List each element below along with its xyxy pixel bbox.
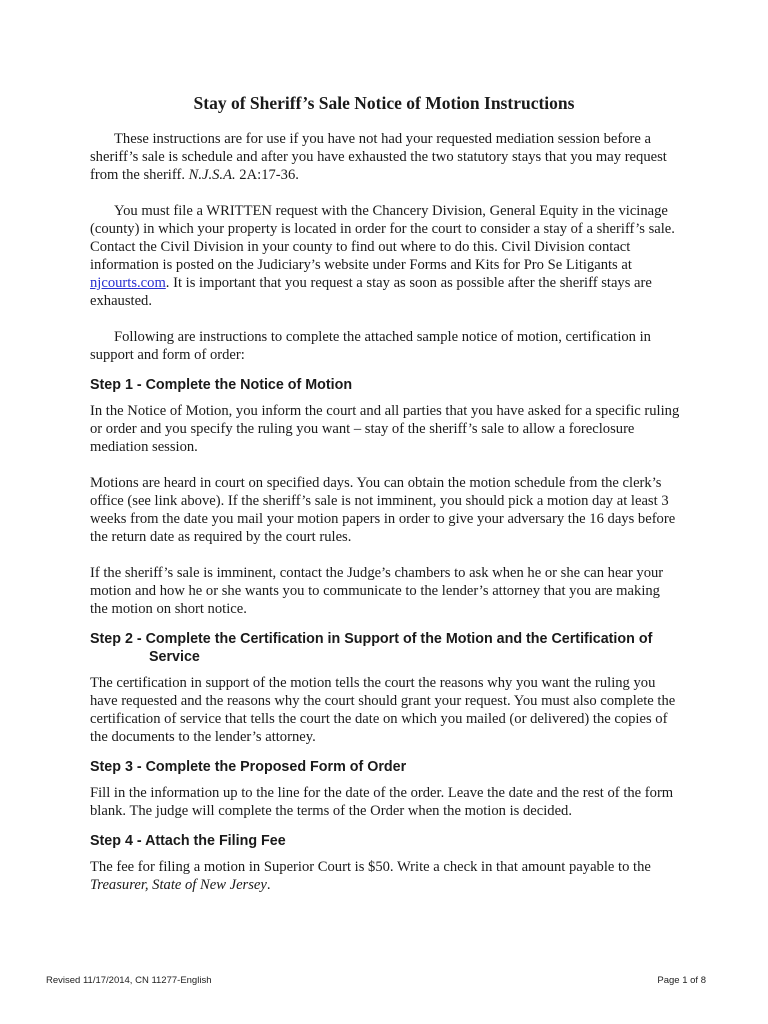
- step2-paragraph-1: The certification in support of the motion tells the court the reasons why you want the ruling you have requested and the reasons why the court should grant your request. You must also complete the certification of service that tells the court the date on which you mailed (or delivered) the copies of the documents to the lender’s attorney.: [90, 675, 676, 745]
- following-paragraph: Following are instructions to complete the attached sample notice of motion, certification in support and form of order:: [90, 329, 651, 363]
- njcourts-link[interactable]: njcourts.com: [90, 275, 166, 291]
- step2-heading: Step 2 - Complete the Certification in Support of the Motion and the Certification of Service: [90, 631, 653, 665]
- written-request-text-end: . It is important that you request a stay as soon as possible after the sheriff stays are exhausted.: [90, 275, 652, 309]
- payee-name: Treasurer, State of New Jersey: [90, 877, 267, 893]
- intro-paragraph: [90, 130, 680, 184]
- page-title: Stay of Sheriff’s Sale Notice of Motion Instructions: [193, 93, 575, 113]
- document-body: [90, 130, 680, 912]
- step1-paragraph-3: If the sheriff’s sale is imminent, contact the Judge’s chambers to ask when he or she can hear your motion and how he or she wants you to communicate to the lender’s attorney that you are making the motion on short notice.: [90, 565, 664, 617]
- step1-paragraph-2: Motions are heard in court on specified days. You can obtain the motion schedule from the clerk’s office (see link above). If the sheriff’s sale is not imminent, you should pick a motion day at least 3 weeks from the date you mail your motion papers in order to give your adversary the 16 days before the return date as required by the court rules.: [90, 475, 676, 545]
- statute-number: 2A:17-36.: [235, 167, 299, 183]
- step1-paragraph-1: In the Notice of Motion, you inform the court and all parties that you have asked for a specific ruling or order and you specify the ruling you want – stay of the sheriff’s sale to allow a foreclosure mediation session.: [90, 403, 680, 455]
- step4-end: .: [266, 877, 271, 893]
- intro-text: These instructions are for use if you have not had your requested mediation session before a sheriff’s sale is schedule and after you have exhausted the two statutory stays that you may request from the sheriff.: [90, 131, 667, 183]
- step3-heading: Step 3 - Complete the Proposed Form of Order: [90, 759, 407, 775]
- step3-paragraph-1: Fill in the information up to the line for the date of the order. Leave the date and the rest of the form blank. The judge will complete the terms of the Order when the motion is decided.: [90, 785, 674, 819]
- written-request-text: You must file a WRITTEN request with the Chancery Division, General Equity in the vicinage (county) in which your property is located in order for the court to consider a stay of a sheriff’s sale. Contact the Civil Division in your county to find out where to do this. Civil Division contact information is posted on the Judiciary’s website under Forms and Kits for Pro Se Litigants at: [90, 203, 675, 273]
- statute-abbrev: N.J.S.A.: [188, 167, 236, 183]
- step4-text: The fee for filing a motion in Superior Court is $50. Write a check in that amount payable to the: [90, 859, 651, 875]
- step4-heading: Step 4 - Attach the Filing Fee: [90, 833, 286, 849]
- step4-paragraph: [90, 858, 680, 894]
- written-request-paragraph: [90, 202, 680, 310]
- footer-revision: Revised 11/17/2014, CN 11277-English: [46, 975, 212, 986]
- footer-page-number: Page 1 of 8: [657, 975, 706, 986]
- step1-heading: Step 1 - Complete the Notice of Motion: [90, 377, 353, 393]
